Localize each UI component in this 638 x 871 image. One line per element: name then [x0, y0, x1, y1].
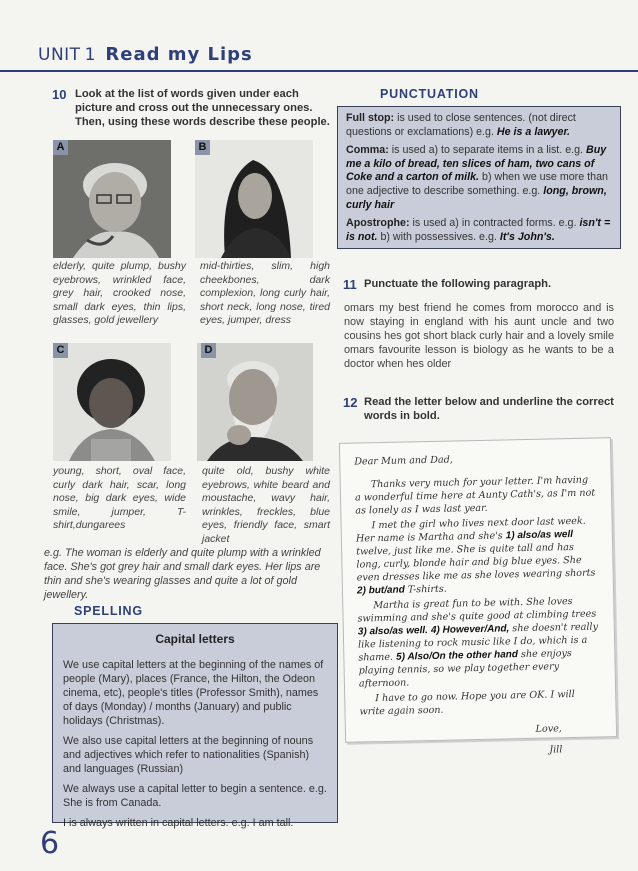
- letter-p2-text-a: I met the girl who lives next door last week. Her name is Martha and she's: [355, 515, 586, 545]
- letter-p3-text-a: Martha is great fun to be with. She loves swimming and she's quite good at climbing trees: [357, 596, 597, 625]
- capital-letters-title: Capital letters: [155, 632, 235, 646]
- unit-number: 1: [84, 45, 96, 65]
- photo-b-letter: B: [195, 140, 210, 155]
- exercise-11-instruction: Punctuate the following paragraph.: [364, 278, 552, 290]
- punctuation-title: PUNCTUATION: [380, 87, 479, 101]
- exercise-12-instruction: Read the letter below and underline the correct words in bold.: [364, 396, 614, 422]
- letter-paragraph-1: Thanks very much for your letter. I'm having a wonderful time here at Aunty Cath's, as I'm not as lonely as I was last year.: [354, 474, 596, 517]
- photo-c-letter: C: [53, 343, 68, 358]
- apostrophe-term: Apostrophe:: [346, 217, 410, 230]
- exercise-12-number: 12: [343, 395, 358, 410]
- photo-c: [53, 343, 171, 461]
- full-stop-example: He is a lawyer.: [496, 125, 570, 138]
- punctuation-full-stop: [346, 112, 612, 139]
- photo-a: [53, 140, 171, 258]
- capital-rule-3: We always use a capital letter to begin a sentence. e.g. She is from Canada.: [63, 783, 327, 809]
- full-stop-term: Full stop:: [346, 112, 395, 124]
- photo-b-description: mid-thirties, slim, high cheekbones, dark complexion, long curly hair, short neck, long nose, tired eyes, jumper, dress: [200, 260, 330, 326]
- exercise-10-instruction: Look at the list of words given under each picture and cross out the unnecessary ones. Then, using these words describe these people.: [75, 88, 330, 128]
- photo-c-description: young, short, oval face, curly dark hair, scar, long nose, big dark eyes, wide smile, jumper, T-shirt,dungarees: [53, 465, 186, 531]
- letter-signature: Jill: [549, 744, 563, 756]
- apostrophe-text: is used a) in contracted forms. e.g.: [412, 217, 577, 230]
- comma-text-2: b) when we use more than one adjective to describe something. e.g.: [346, 171, 608, 197]
- letter-p2-text-d: T-shirts.: [407, 583, 447, 596]
- punctuation-box: [337, 106, 621, 249]
- punctuation-comma: [346, 144, 612, 212]
- letter-p3-text-c: she doesn't really like listening to rock music like I do, which is a shame.: [358, 621, 599, 664]
- apostrophe-example-2: It's John's.: [499, 230, 555, 243]
- unit-header: [38, 44, 253, 66]
- comma-term: Comma:: [346, 144, 389, 157]
- comma-example: Buy me a kilo of bread, ten slices of ham, two cans of Coke and a carton of milk.: [346, 144, 607, 184]
- exercise-10-example: e.g. The woman is elderly and quite plump with a wrinkled face. She's got grey hair and small dark eyes. Her lips are thin and she's wearing glasses and quite a lot of gold jewellery.: [44, 547, 321, 601]
- letter-paragraph-2: [355, 514, 599, 597]
- photo-a-description: elderly, quite plump, bushy eyebrows, wrinkled face, grey hair, crooked nose, small dark eyes, thin lips, glasses, gold jewellery: [53, 260, 186, 326]
- page-number: 6: [40, 826, 60, 861]
- letter-choice-4[interactable]: 4) However/And,: [430, 623, 510, 636]
- full-stop-text: is used to close sentences. (not direct questions or exclamations) e.g.: [346, 112, 576, 138]
- header-rule: [0, 70, 638, 72]
- exercise-11-paragraph: omars my best friend he comes from morocco and is now staying in england with his aunt uncle and two cousins hes got short black curly hair and a lovely smile omars favourite lesson is biology as he wants to be a doctor when hes older: [344, 302, 614, 371]
- photo-d-description: quite old, bushy white eyebrows, white beard and moustache, wavy hair, wrinkles, freckles, blue eyes, friendly face, smart jacket: [202, 465, 330, 545]
- photo-b: [195, 140, 313, 258]
- letter-p3-text-d: she enjoys playing tennis, so we play together every afternoon.: [358, 648, 572, 690]
- apostrophe-text-2: b) with possessives. e.g.: [380, 230, 497, 243]
- photo-a-letter: A: [53, 140, 68, 155]
- exercise-11-number: 11: [343, 277, 357, 292]
- comma-text: is used a) to separate items in a list. e.g.: [391, 144, 584, 157]
- exercise-10-number: 10: [52, 87, 67, 102]
- letter-salutation: Dear Mum and Dad,: [354, 454, 453, 468]
- capital-letters-box: [52, 623, 338, 829]
- letter-choice-1[interactable]: 1) also/as well: [505, 528, 574, 542]
- letter-choice-2[interactable]: 2) but/and: [356, 584, 405, 597]
- letter-closing: Love,: [535, 723, 563, 735]
- photo-d: [197, 343, 313, 461]
- comma-example-2: long, brown, curly hair: [346, 184, 607, 211]
- unit-label: UNIT: [38, 45, 81, 65]
- spelling-title: SPELLING: [74, 604, 143, 618]
- letter-paragraph-4: I have to go now. Hope you are OK. I will write again soon.: [359, 688, 575, 718]
- letter-choice-5[interactable]: 5) Also/On the other hand: [395, 649, 519, 663]
- unit-title: Read my Lips: [105, 44, 253, 65]
- letter-choice-3[interactable]: 3) also/as well.: [357, 625, 429, 638]
- capital-rule-1: We use capital letters at the beginning of the names of people (Mary), places (France, the Hilton, the Odeon cinema, etc), people's titles (Professor Smith), names of days (Monday) / months (January) and public holidays (Christmas).: [63, 659, 324, 727]
- letter-paragraph-3: [357, 594, 601, 690]
- punctuation-apostrophe: [346, 217, 612, 244]
- capital-rule-4: I is always written in capital letters. e.g. I am tall.: [63, 817, 294, 829]
- capital-rule-2: We also use capital letters at the beginning of nouns and adjectives which refer to nationalities (Spanish) and languages (Russian): [63, 735, 314, 775]
- letter-p2-text-c: twelve, just like me. She is quite tall and has long, curly, blonde hair and big blue eyes. She even dresses like me as she loves wearing shorts: [356, 541, 596, 584]
- letter-card: [339, 437, 617, 756]
- apostrophe-example: isn't = is not.: [346, 217, 611, 243]
- photo-d-letter: D: [201, 343, 216, 358]
